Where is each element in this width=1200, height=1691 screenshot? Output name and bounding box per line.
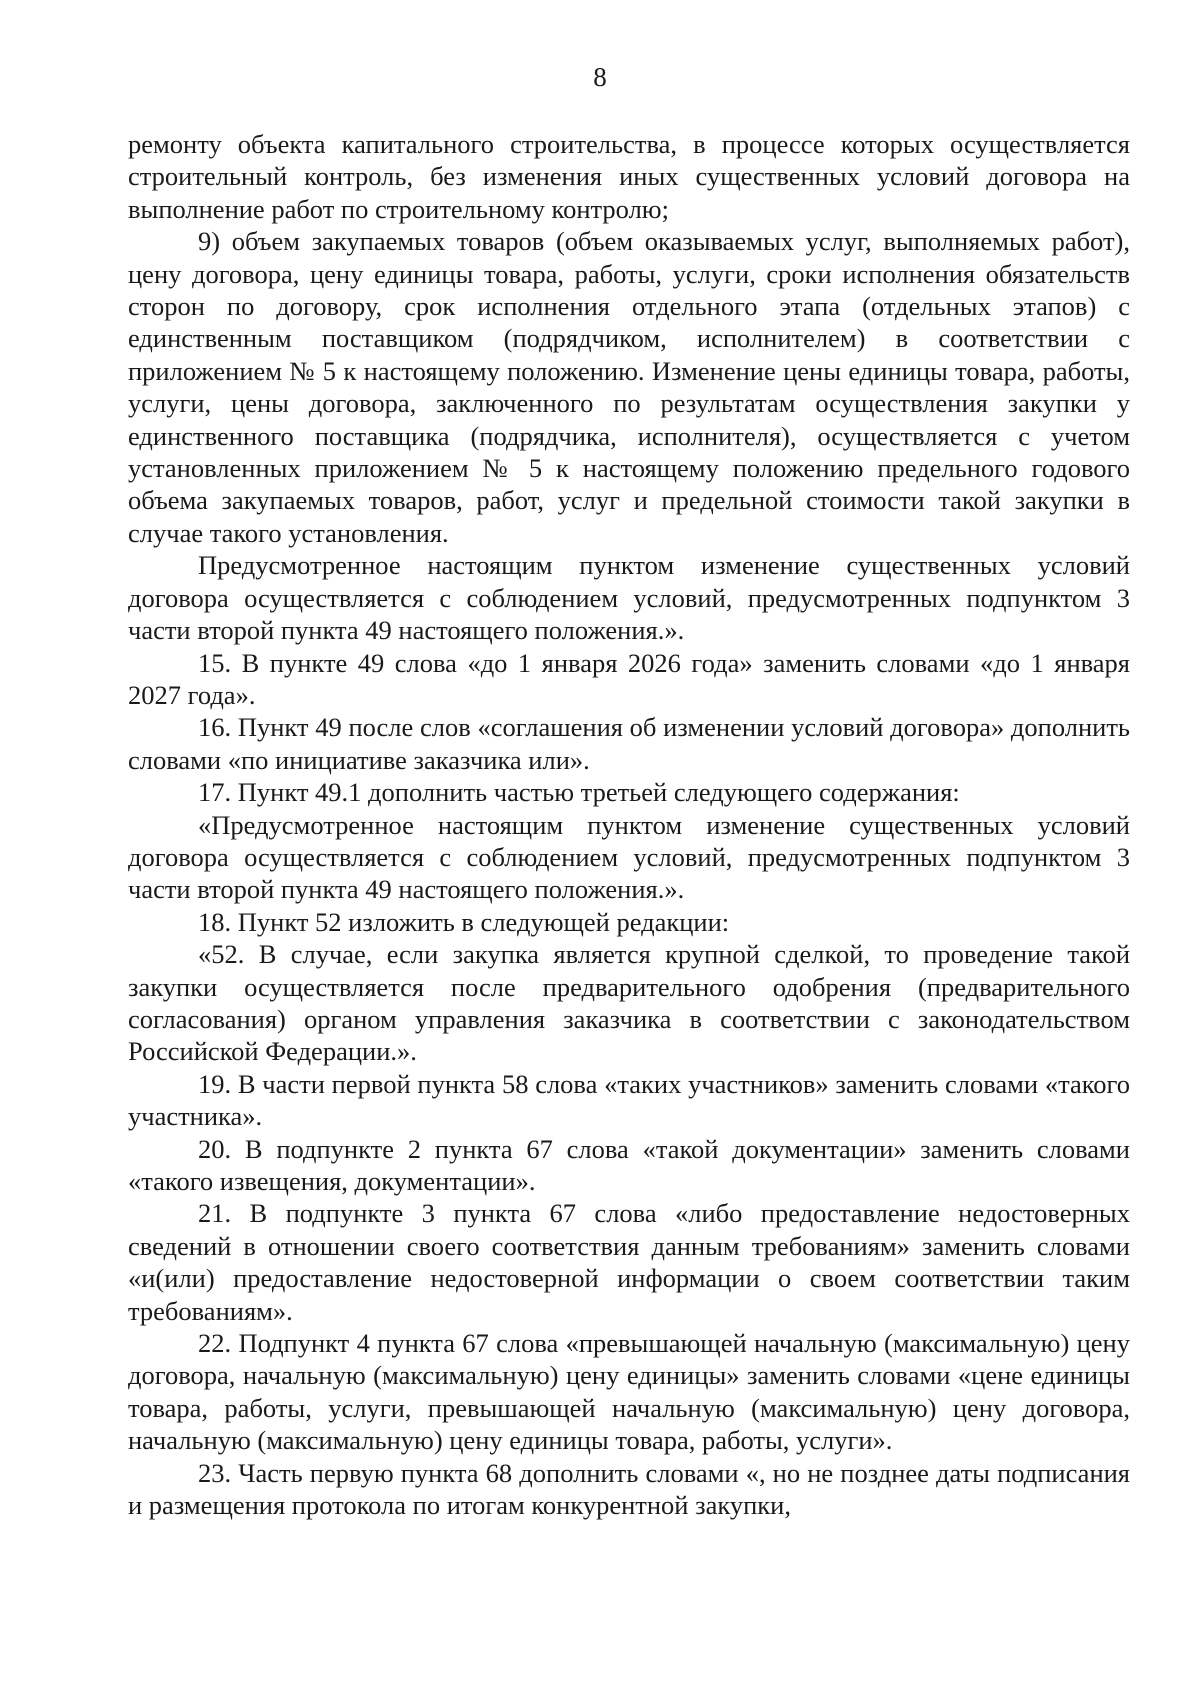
paragraph-subitem-9: 9) объем закупаемых товаров (объем оказываемых услуг, выполняемых работ), цену договора, цену единицы товара, работы, услуги, сроки исполнения обязательств сторон по договору, срок исполнения отдельного этапа (отдельных этапов) с единственным поставщиком (подрядчиком, исполнителем) в соответствии с приложением № 5 к настоящему положению. Изменение цены единицы товара, работы, услуги, цены договора, заключенного по результатам осуществления закупки у единственного поставщика (подрядчика, исполнителя), осуществляется с учетом установленных приложением № 5 к настоящему положению предельного годового объема закупаемых товаров, работ, услуг и предельной стоимости такой закупки в случае такого установления. (128, 226, 1130, 548)
paragraph-item-17: 17. Пункт 49.1 дополнить частью третьей следующего содержания: (198, 777, 960, 808)
paragraph-item-23: 23. Часть первую пункта 68 дополнить словами «, но не позднее даты подписания и размещения протокола по итогам конкурентной закупки, (128, 1457, 1130, 1521)
paragraph-note: Предусмотренное настоящим пунктом изменение существенных условий договора осуществляется с соблюдением условий, предусмотренных подпунктом 3 части второй пункта 49 настоящего положения.». (128, 550, 1130, 646)
paragraph-quote-17: «Предусмотренное настоящим пунктом изменение существенных условий договора осуществляется с соблюдением условий, предусмотренных подпунктом 3 части второй пункта 49 настоящего положения.». (128, 809, 1130, 905)
paragraph-quote-52: «52. В случае, если закупка является крупной сделкой, то проведение такой закупки осуществляется после предварительного одобрения (предварительного согласования) органом управления заказчика в соответствии с законодательством Российской Федерации.». (128, 939, 1130, 1067)
paragraph-continuation: ремонту объекта капитального строительства, в процессе которых осуществляется строительный контроль, без изменения иных существенных условий договора на выполнение работ по строительному контролю; (128, 129, 1130, 224)
paragraph-item-20: 20. В подпункте 2 пункта 67 слова «такой документации» заменить словами «такого извещения, документации». (128, 1133, 1130, 1196)
page-number: 8 (593, 62, 607, 92)
paragraph-item-16: 16. Пункт 49 после слов «соглашения об изменении условий договора» дополнить словами «по инициативе заказчика или». (128, 712, 1130, 775)
paragraph-item-19: 19. В части первой пункта 58 слова «таких участников» заменить словами «такого участника». (128, 1068, 1130, 1132)
paragraph-item-15: 15. В пункте 49 слова «до 1 января 2026 года» заменить словами «до 1 января 2027 года». (128, 647, 1130, 710)
document-body (128, 128, 1130, 1521)
paragraph-item-21: 21. В подпункте 3 пункта 67 слова «либо предоставление недостоверных сведений в отношении своего соответствия данным требованиям» заменить словами «и(или) предоставление недостоверной информации о своем соответствии таким требованиям». (128, 1198, 1130, 1326)
paragraph-item-18: 18. Пункт 52 изложить в следующей редакции: (198, 906, 730, 937)
paragraph-item-22: 22. Подпункт 4 пункта 67 слова «превышающей начальную (максимальную) цену договора, начальную (максимальную) цену единицы» заменить словами «цене единицы товара, работы, услуги, превышающей начальную (максимальную) цену договора, начальную (максимальную) цену единицы товара, работы, услуги». (128, 1328, 1130, 1456)
